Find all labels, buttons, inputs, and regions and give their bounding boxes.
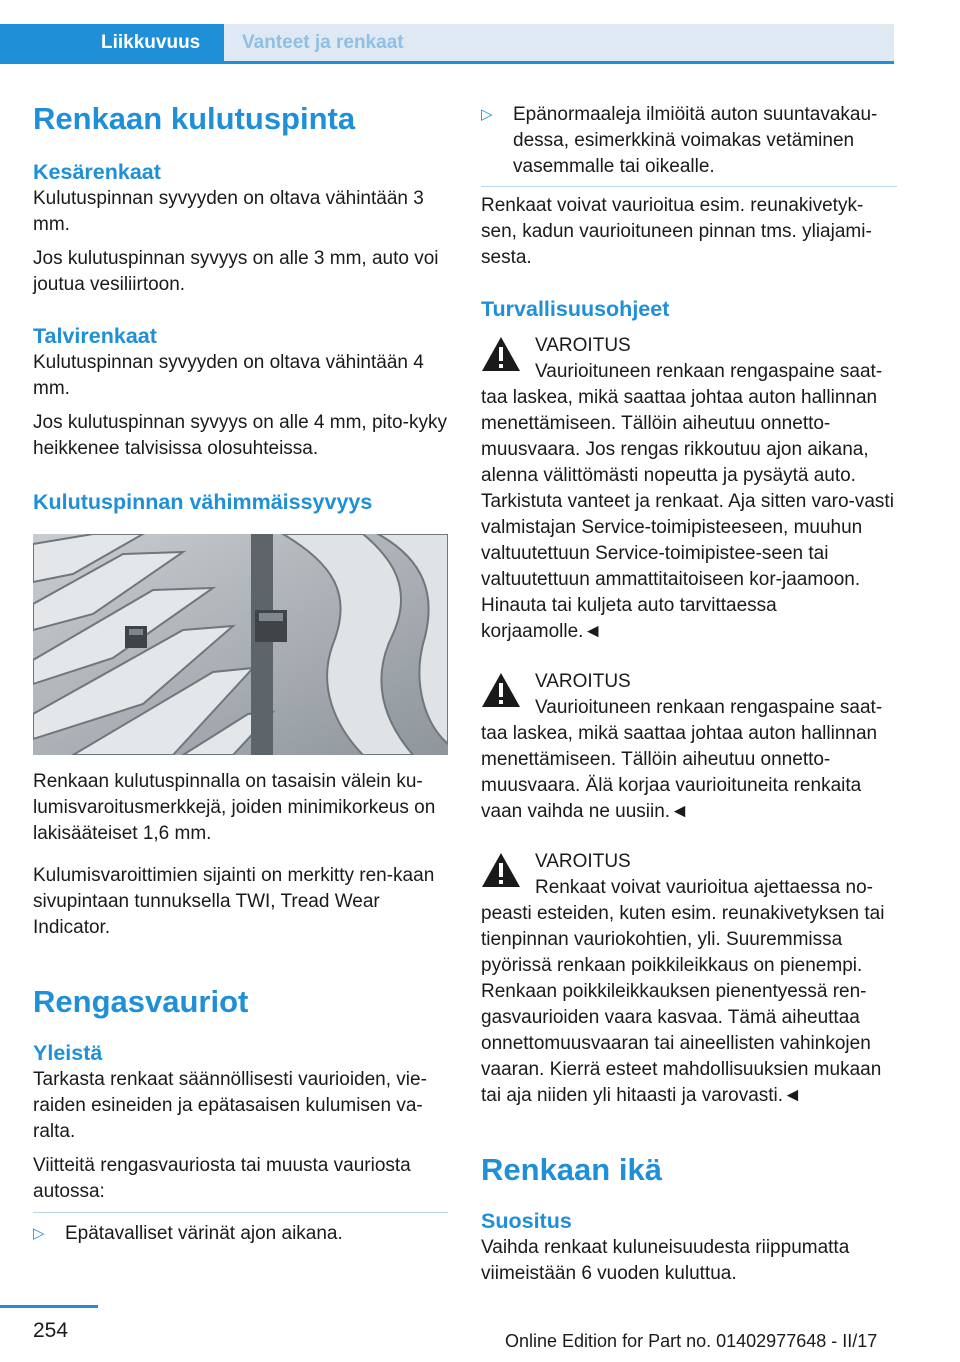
list-item [481,102,897,180]
warning-block-3 [481,849,897,1109]
warning-text-first-line: Renkaat voivat vaurioitua ajettaessa no- [535,877,873,898]
winter-text-1: Kulutuspinnan syvyyden on oltava vähintään 4 mm. [33,352,424,399]
heading-min-depth: Kulutuspinnan vähimmäissyvyys [33,490,373,514]
list-item-text: Epänormaaleja ilmiöitä auton suuntavakau-dessa, esimerkkinä voimakas vetäminen vasemmalle tai oikealle. [513,104,878,177]
summer-text-2: Jos kulutuspinnan syvyys on alle 3 mm, auto voi joutua vesiliirtoon. [33,248,439,295]
warning-block-1 [481,333,897,645]
triangle-right-icon: ▷ [481,106,493,123]
footer-divider [0,1305,98,1308]
warning-block-2 [481,669,897,825]
heading-general: Yleistä [33,1041,103,1065]
general-text-2: Viitteitä rengasvauriosta tai muusta vauriosta autossa: [33,1155,411,1202]
warning-title: VAROITUS [535,335,631,356]
heading-tire-damage: Rengasvauriot [33,984,249,1019]
page-number: 254 [33,1319,69,1342]
heading-tire-age: Renkaan ikä [481,1152,662,1187]
left-column [33,98,448,1247]
warning-triangle-icon [481,672,521,708]
summer-text-1: Kulutuspinnan syvyyden on oltava vähintään 3 mm. [33,188,424,235]
heading-summer-tires: Kesärenkaat [33,160,161,184]
warning-title: VAROITUS [535,851,631,872]
edition-note: Online Edition for Part no. 01402977648 - II/17 [505,1331,878,1351]
heading-safety: Turvallisuusohjeet [481,297,670,321]
list-item-text: Epätavalliset värinät ajon aikana. [65,1223,343,1244]
damage-text: Renkaat voivat vaurioitua esim. reunakivetyk-sen, kadun vaurioituneen pinnan tms. yliajami-sesta. [481,195,872,268]
min-depth-text-1: Renkaan kulutuspinnalla on tasaisin välein ku-lumisvaroitusmerkkejä, joiden minimikorkeus on lakisääteiset 1,6 mm. [33,771,436,844]
header-tab-vanteet[interactable]: Vanteet ja renkaat [224,24,894,62]
min-depth-text-2: Kulumisvaroittimien sijainti on merkitty ren-kaan sivupintaan tunnuksella TWI, Tread Wear Indicator. [33,865,435,938]
warning-title: VAROITUS [535,671,631,692]
winter-text-2: Jos kulutuspinnan syvyys on alle 4 mm, pito-kyky heikkenee talvisissa olosuhteissa. [33,412,447,459]
warning-triangle-icon [481,336,521,372]
warning-text-first-line: Vaurioituneen renkaan rengaspaine saat- [535,697,883,718]
heading-tread: Renkaan kulutuspinta [33,101,356,136]
warning-text: peasti esteiden, kuten esim. reunakivetyksen tai tienpinnan vauriokohtien, yli. Suuremmissa pyörissä renkaan poikkileikkaus on pienempi. Renkaan poikkileikkauksen pienentyessä ren-gasvaurioiden vaara kasvaa. Tämä aiheuttaa onnettomuusvaaran tai aineellisten vahinkojen vaaran. Kierrä esteet mahdollisuuksien mukaan tai aja niiden yli hitaasti ja varovasti.◄ [481,903,885,1106]
triangle-right-icon: ▷ [33,1225,45,1242]
general-text-1: Tarkasta renkaat säännöllisesti vaurioiden, vie-raiden esineiden ja epätasaisen kulumisen va-ralta. [33,1069,427,1142]
header-tab-liikkuvuus[interactable]: Liikkuvuus [0,24,224,62]
warning-text-first-line: Vaurioituneen renkaan rengaspaine saat- [535,361,883,382]
warning-text: taa laskea, mikä saattaa johtaa auton hallinnan menettämiseen. Tällöin aiheutuu onnetto-muusvaara. Älä korjaa vaurioituneita renkaita vaan vaihda ne uusiin.◄ [481,723,878,822]
header-divider [0,61,894,64]
heading-winter-tires: Talvirenkaat [33,324,157,348]
right-column [481,98,897,1287]
tire-tread-figure [33,534,448,755]
heading-recommendation: Suositus [481,1209,572,1233]
age-text: Vaihda renkaat kuluneisuudesta riippumatta viimeistään 6 vuoden kuluttua. [481,1237,850,1284]
warning-triangle-icon [481,852,521,888]
list-item [33,1221,448,1247]
warning-text: taa laskea, mikä saattaa johtaa auton hallinnan menettämiseen. Tällöin aiheutuu onnetto-muusvaara. Jos rengas rikkoutuu ajon aikana, alenna välittömästi nopeutta ja pysäytä auto. Tarkistuta vanteet ja renkaat. Aja sitten varo-vasti valmistajan Service-toimipisteeseen, muuhun valtuutettuun Service-toimipistee-seen tai valtuutettuun ammattitaitoiseen kor-jaamoon. Hinauta tai kuljeta auto tarvittaessa korjaamolle.◄ [481,387,894,642]
